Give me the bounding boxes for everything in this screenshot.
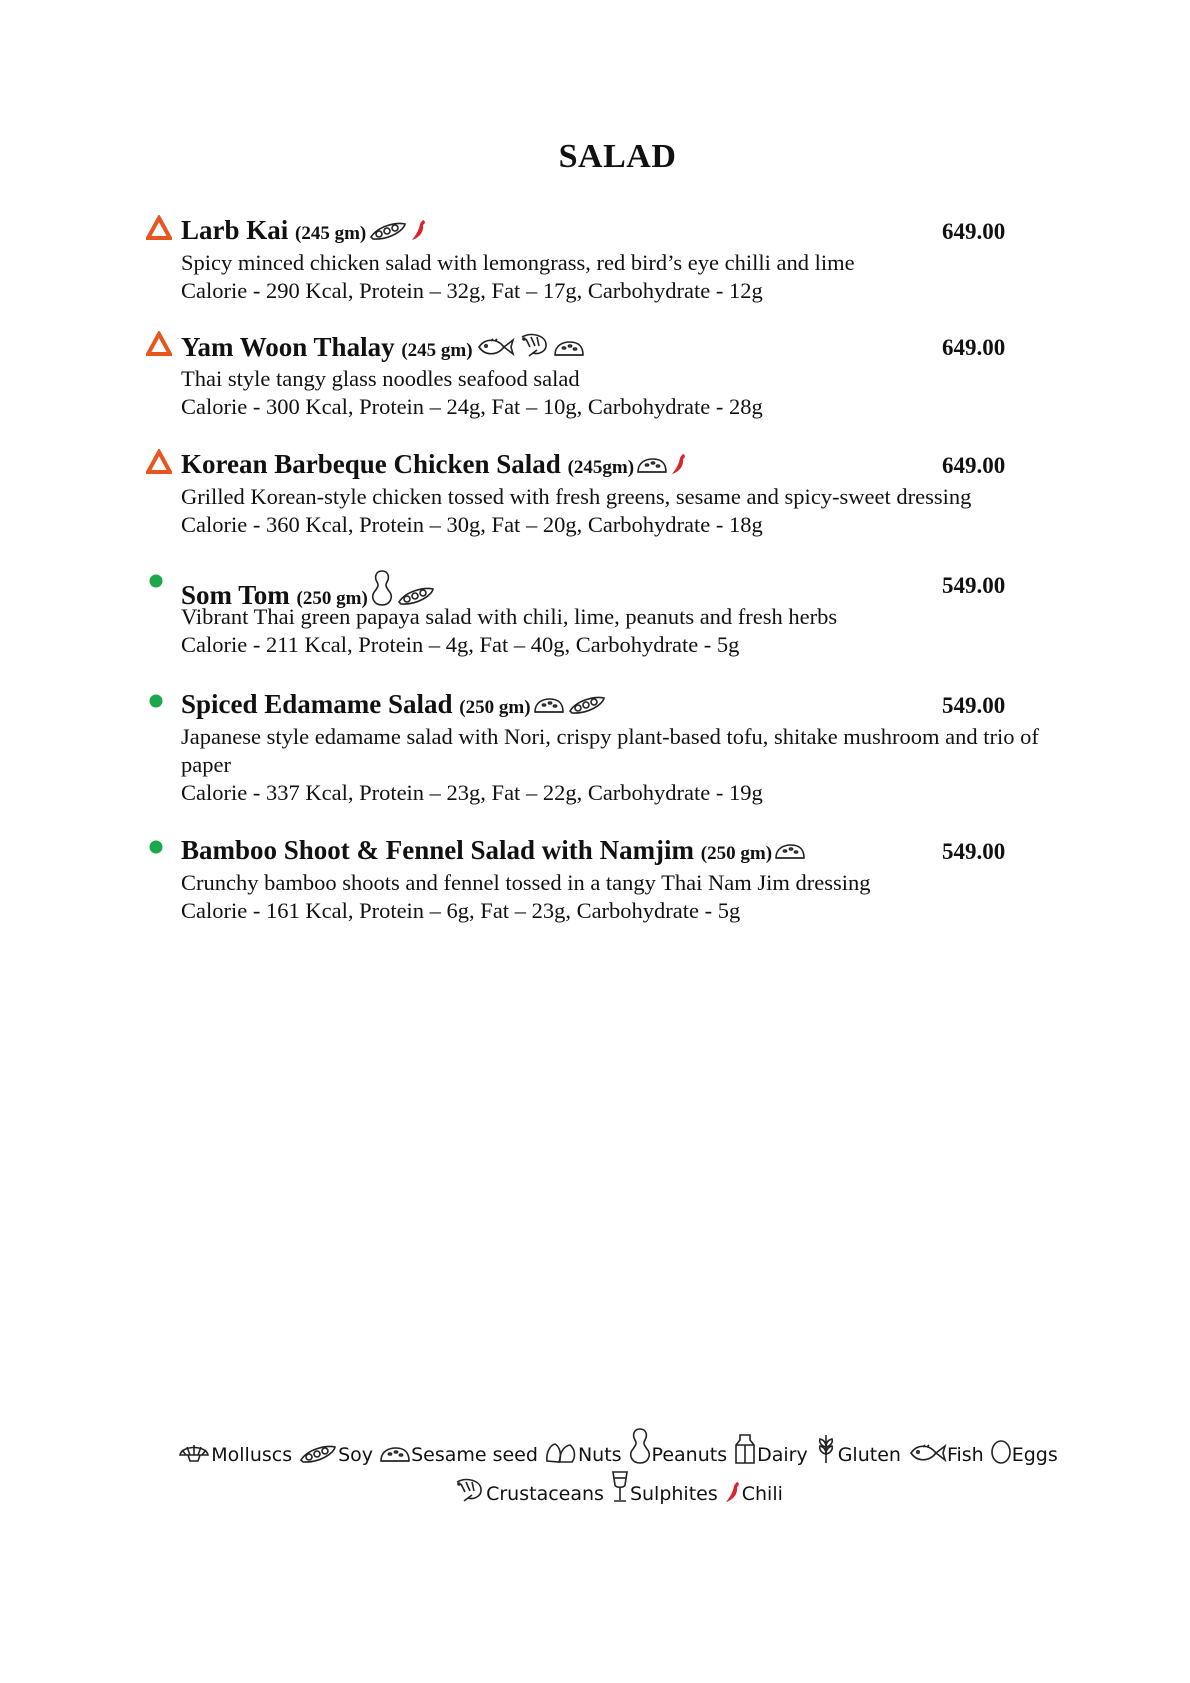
crustaceans-icon <box>517 332 553 362</box>
item-nutrition: Calorie - 300 Kcal, Protein – 24g, Fat – 10g, Carbohydrate - 28g <box>181 394 763 419</box>
soy-icon <box>396 580 438 610</box>
legend-label: Nuts <box>577 1444 622 1466</box>
legend-label: Molluscs <box>211 1444 293 1466</box>
molluscs-icon <box>177 1444 211 1466</box>
item-name: Yam Woon Thalay <box>181 332 395 362</box>
legend-item <box>628 1427 728 1466</box>
item-description: Crunchy bamboo shoots and fennel tossed in a tangy Thai Nam Jim dressing <box>181 870 871 895</box>
menu-item <box>146 689 1046 807</box>
allergen-legend-row-2 <box>0 1470 1190 1505</box>
item-price: 649.00 <box>942 453 1006 478</box>
menu-item <box>146 449 1046 539</box>
legend-label: Gluten <box>837 1444 901 1466</box>
item-nutrition: Calorie - 290 Kcal, Protein – 32g, Fat – 17g, Carbohydrate - 12g <box>181 278 763 303</box>
menu-item <box>146 835 1046 925</box>
legend-item <box>544 1441 622 1466</box>
item-nutrition: Calorie - 360 Kcal, Protein – 30g, Fat – 20g, Carbohydrate - 18g <box>181 512 763 537</box>
crustaceans-icon <box>452 1483 486 1505</box>
item-description: Vibrant Thai green papaya salad with chili, lime, peanuts and fresh herbs <box>181 604 838 629</box>
legend-item <box>379 1444 538 1466</box>
menu-item <box>146 215 1046 305</box>
menu-item <box>146 569 1046 659</box>
item-nutrition: Calorie - 337 Kcal, Protein – 23g, Fat – 22g, Carbohydrate - 19g <box>181 780 763 805</box>
legend-label: Eggs <box>1011 1444 1058 1466</box>
legend-item <box>907 1441 984 1466</box>
legend-label: Peanuts <box>651 1444 728 1466</box>
item-name: Larb Kai <box>181 215 289 245</box>
item-name: Spiced Edamame Salad <box>181 689 453 719</box>
soy-icon <box>298 1444 338 1466</box>
sesame-icon <box>774 835 808 865</box>
item-name: Korean Barbeque Chicken Salad <box>181 449 561 479</box>
eggs-icon <box>990 1444 1012 1466</box>
chili-icon <box>724 1483 742 1505</box>
legend-label: Sesame seed <box>411 1444 538 1466</box>
peanuts-icon <box>370 580 396 610</box>
item-price: 549.00 <box>942 839 1006 864</box>
legend-item <box>452 1476 604 1505</box>
legend-item <box>177 1441 292 1466</box>
veg-marker-icon <box>146 689 172 720</box>
legend-item <box>990 1437 1058 1466</box>
veg-marker-icon <box>146 569 172 600</box>
legend-label: Chili <box>741 1483 783 1505</box>
item-allergens <box>636 449 690 480</box>
item-name: Som Tom <box>181 580 290 610</box>
item-weight: (250 gm) <box>700 843 773 864</box>
item-allergens <box>533 689 609 720</box>
legend-label: Dairy <box>757 1444 808 1466</box>
sulphites-icon <box>610 1483 630 1505</box>
sesame-icon <box>636 449 670 479</box>
gluten-icon <box>814 1444 838 1466</box>
item-nutrition: Calorie - 161 Kcal, Protein – 6g, Fat – 23g, Carbohydrate - 5g <box>181 898 741 923</box>
legend-item <box>733 1433 808 1466</box>
item-nutrition: Calorie - 211 Kcal, Protein – 4g, Fat – 40g, Carbohydrate - 5g <box>181 632 740 657</box>
non-veg-marker-icon <box>146 331 172 362</box>
sesame-icon <box>553 332 587 362</box>
sesame-icon <box>379 1444 411 1466</box>
nuts-icon <box>544 1444 578 1466</box>
item-price: 649.00 <box>942 219 1006 244</box>
dairy-icon <box>733 1444 757 1466</box>
menu-item <box>146 331 1046 421</box>
soy-icon <box>368 215 410 245</box>
item-price: 549.00 <box>942 693 1006 718</box>
sesame-icon <box>533 689 567 719</box>
legend-item <box>298 1443 373 1466</box>
item-description: Japanese style edamame salad with Nori, crispy plant-based tofu, shitake mushroom and trio of paper <box>181 724 1039 777</box>
item-weight: (245gm) <box>567 457 635 478</box>
item-price: 649.00 <box>942 335 1006 360</box>
peanuts-icon <box>628 1444 652 1466</box>
item-name: Bamboo Shoot & Fennel Salad with Namjim <box>181 835 695 865</box>
item-allergens <box>370 569 438 611</box>
legend-label: Fish <box>946 1444 984 1466</box>
item-price: 549.00 <box>942 573 1006 598</box>
legend-label: Crustaceans <box>486 1483 604 1505</box>
legend-label: Sulphites <box>629 1483 718 1505</box>
item-allergens <box>774 835 808 866</box>
legend-item <box>610 1470 718 1505</box>
legend-item <box>814 1433 901 1466</box>
page-title: SALAD <box>558 138 677 175</box>
fish-icon <box>475 332 517 362</box>
item-weight: (245 gm) <box>401 340 473 361</box>
item-weight: (250 gm) <box>296 588 368 609</box>
chili-icon <box>670 449 690 479</box>
legend-label: Soy <box>338 1444 374 1466</box>
item-description: Grilled Korean-style chicken tossed with fresh greens, sesame and spicy-sweet dressing <box>181 484 972 509</box>
legend-item <box>724 1480 783 1505</box>
non-veg-marker-icon <box>146 449 172 480</box>
item-allergens <box>475 331 587 363</box>
item-description: Spicy minced chicken salad with lemongrass, red bird’s eye chilli and lime <box>181 250 855 275</box>
item-weight: (245 gm) <box>295 223 367 244</box>
item-description: Thai style tangy glass noodles seafood salad <box>181 366 580 391</box>
chili-icon <box>410 215 430 245</box>
fish-icon <box>907 1444 947 1466</box>
veg-marker-icon <box>146 835 172 866</box>
allergen-legend-row-1 <box>0 1427 1190 1466</box>
item-allergens <box>368 215 430 246</box>
item-weight: (250 gm) <box>459 697 531 718</box>
non-veg-marker-icon <box>146 215 172 246</box>
soy-icon <box>567 689 609 719</box>
